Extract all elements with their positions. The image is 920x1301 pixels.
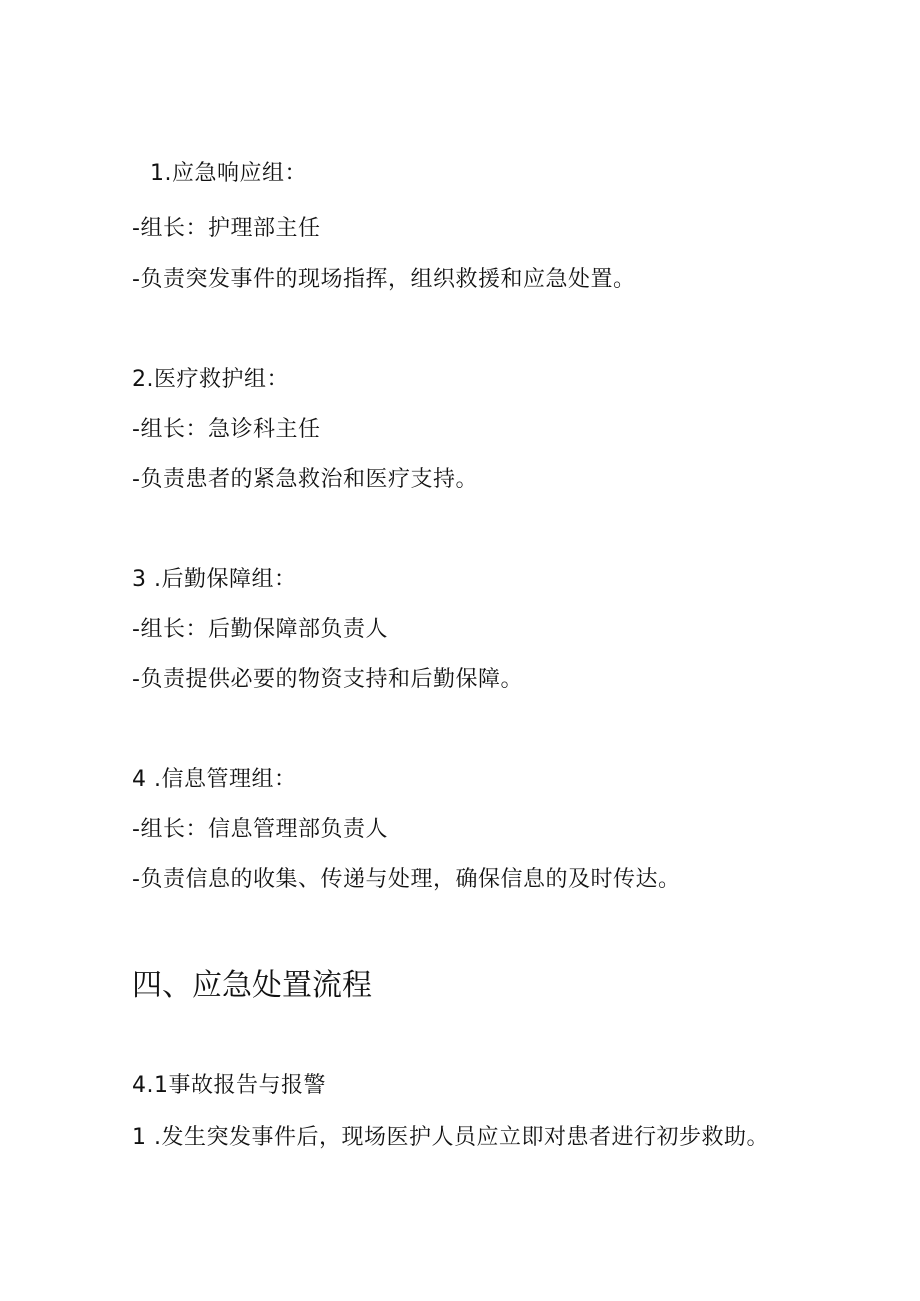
section-heading: 四、应急处置流程 <box>132 968 372 1003</box>
group-4-title: 4 .信息管理组： <box>132 767 297 792</box>
group-4-duty: -负责信息的收集、传递与处理，确保信息的及时传达。 <box>132 867 681 892</box>
group-1-duty: -负责突发事件的现场指挥，组织救援和应急处置。 <box>132 267 636 292</box>
group-2-leader: -组长：急诊科主任 <box>132 417 321 442</box>
group-1-title: 1.应急响应组： <box>150 161 307 186</box>
group-2-title: 2.医疗救护组： <box>132 367 289 392</box>
group-3-title: 3 .后勤保障组： <box>132 567 297 592</box>
section-item-1: 1 .发生突发事件后，现场医护人员应立即对患者进行初步救助。 <box>132 1125 769 1150</box>
group-3-leader: -组长：后勤保障部负责人 <box>132 617 388 642</box>
group-1-leader: -组长：护理部主任 <box>132 216 321 241</box>
section-subheading: 4.1事故报告与报警 <box>132 1073 326 1098</box>
group-2-duty: -负责患者的紧急救治和医疗支持。 <box>132 467 478 492</box>
group-3-duty: -负责提供必要的物资支持和后勤保障。 <box>132 667 523 692</box>
group-4-leader: -组长：信息管理部负责人 <box>132 817 388 842</box>
